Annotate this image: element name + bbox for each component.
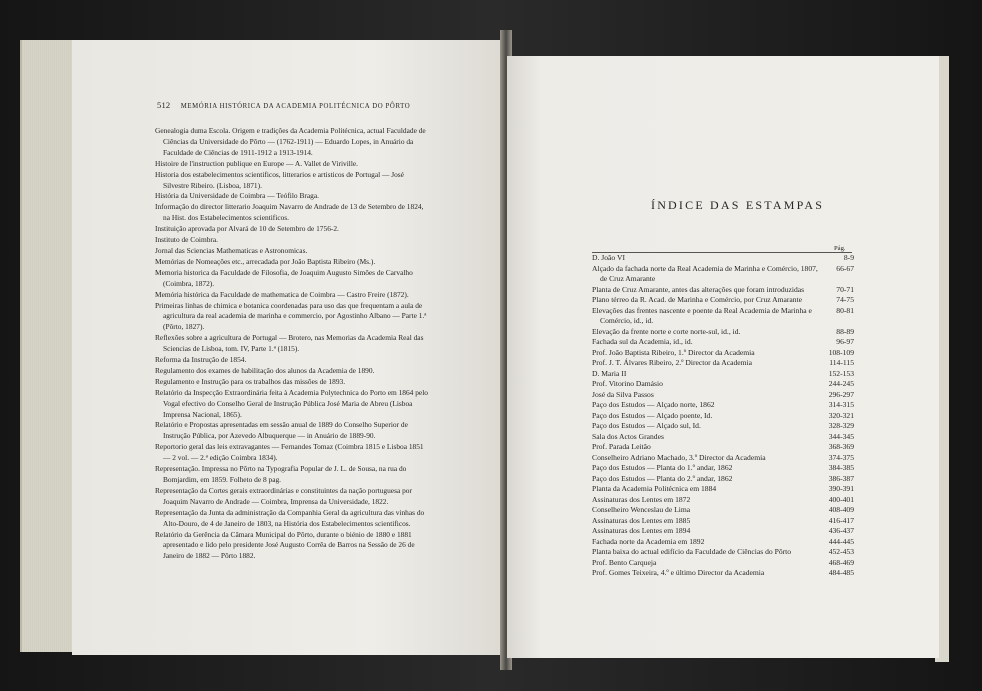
bibliography-entry: Representação. Impressa no Pôrto na Typografia Popular de J. L. de Sousa, na rua do Bomjardim, em 1859. Folheto de 8 pag.	[155, 464, 407, 484]
index-entry	[592, 432, 854, 443]
index-entry	[592, 463, 854, 474]
index-entry-title: Sala dos Actos Grandes	[592, 431, 664, 441]
index-entry-pages: 468-469	[828, 557, 854, 567]
index-entry-pages: 400-401	[828, 494, 854, 504]
index-entry-pages: 384-385	[828, 463, 854, 472]
index-entry-pages: 152-153	[828, 368, 854, 378]
bibliography-entry: Memória histórica da Faculdade de mathematica de Coimbra — Castro Freire (1872).	[155, 289, 409, 299]
index-entry	[592, 369, 854, 380]
index-entry-title: Fachada sul da Academia, id., id.	[592, 337, 693, 346]
index-entry-title: Elevações das frentes nascente e poente da Real Academia de Marinha e Comércio, id., id.	[592, 305, 812, 325]
index-entry-title: Prof. Gomes Teixeira, 4.º e último Director da Academia	[592, 568, 765, 577]
index-entry-pages: 80-81	[836, 305, 854, 315]
index-entry-pages: 452-453	[828, 547, 854, 556]
bibliography-entry: Jornal das Sciencias Mathematicas e Astronomicas.	[155, 245, 308, 255]
bibliography-entry: Representação da Junta da administração da Companhia Geral da agricultura das vinhas do Alto-Douro, de 4 de Janeiro de 1803, na História dos Estabelecimentos scientificos.	[155, 507, 425, 528]
bibliography-entry: Reflexões sobre a agricultura de Portugal — Brotero, nas Memorias da Academia Real das Sciencias de Lisboa, tom. IV, Parte 1.ª (1815).	[155, 333, 424, 354]
index-entry-pages: 88-89	[836, 326, 854, 336]
bibliography-entry: Historia dos estabelecimentos scientificos, litterarios e artisticos de Portugal — José Silvestre Ribeiro. (Lisboa, 1871).	[155, 169, 404, 190]
index-entry-pages: 320-321	[828, 410, 854, 420]
index-entry-pages: 244-245	[828, 379, 854, 388]
index-entry	[592, 348, 854, 359]
index-entry-pages: 368-369	[828, 442, 854, 451]
index-entry-title: Paço dos Estudos — Alçado sul, Id.	[592, 421, 701, 430]
index-entry	[592, 285, 854, 296]
bibliography-entry: História da Universidade de Coimbra — Teófilo Braga.	[155, 191, 319, 201]
index-entry-pages: 408-409	[828, 505, 854, 514]
index-entry	[592, 526, 854, 537]
index-entry-title: Plano térreo da R. Acad. de Marinha e Comércio, por Cruz Amarante	[592, 295, 803, 304]
bibliography-entry: Reportorio geral das leis extravagantes — Fernandes Tomaz (Coimbra 1815 e Lisboa 1851 — 2 vol. — 2.ª edição Coimbra 1834).	[155, 442, 424, 463]
index-entry-title: Prof. Vitorino Damásio	[592, 379, 663, 388]
bibliography-entry: Relatório e Propostas apresentadas em sessão anual de 1889 do Conselho Superior de Instrução Pública, por Azevedo Albuquerque — in Anuário de 1889-90.	[155, 420, 408, 441]
index-entry-title: Prof. Bento Carqueja	[592, 557, 657, 567]
bibliography-entry: Relatório da Inspecção Extraordinária feita à Academia Polytechnica do Porto em 1864 pelo Vogal efectivo do Conselho Geral de Instrução Pública José Maria de Abreu (Lisboa Imprensa Nacional, 1865).	[155, 387, 428, 419]
index-entry-title: Paço dos Estudos — Planta do 2.º andar, 1862	[592, 473, 733, 483]
index-entry-title: Prof. Parada Leitão	[592, 442, 651, 451]
pages-column-label: Pág.	[834, 245, 846, 252]
index-entry-pages: 74-75	[836, 295, 854, 304]
index-entry	[592, 547, 854, 558]
bibliography-entry: Relatório da Gerência da Câmara Municipal do Pôrto, durante o biénio de 1880 e 1881 apresentado e lido pelo presidente José Augusto Corrêa de Barros na Sessão de 26 de Janeiro de 1882 — Pôrto 1882.	[155, 529, 415, 561]
index-entry	[592, 358, 854, 369]
index-entry	[592, 474, 854, 485]
index-entry	[592, 390, 854, 401]
running-head-title: MEMÓRIA HISTÓRICA DA ACADEMIA POLITÉCNICA DO PÔRTO	[180, 103, 411, 110]
bibliography-entry: Reforma da Instrução de 1854.	[155, 355, 247, 365]
index-entry	[592, 453, 854, 464]
bibliography-entry: Histoire de l'instruction publique en Europe — A. Vallet de Viriville.	[155, 158, 358, 168]
index-entry-title: Paço dos Estudos — Alçado norte, 1862	[592, 400, 715, 409]
index-entry	[592, 253, 854, 264]
index-entry	[592, 411, 854, 422]
bibliography-entry: Primeiras linhas de chimica e botanica coordenadas para uso das que frequentam a aula de agricultura da real academia de marinha e commercio, por Agostinho Albano — Parte 1.ª (Pôrto, 1827).	[155, 300, 427, 332]
index-entry-title: Planta de Cruz Amarante, antes das alterações que foram introduzidas	[592, 284, 805, 294]
index-entry	[592, 558, 854, 569]
index-entry-title: Conselheiro Wenceslau de Lima	[592, 505, 691, 514]
index-entry	[592, 484, 854, 495]
bibliography-entry: Instituto de Coimbra.	[155, 235, 219, 245]
index-entry	[592, 264, 854, 285]
index-entry-pages: 314-315	[828, 400, 854, 409]
index-entry-pages: 436-437	[828, 526, 854, 535]
bibliography-entry: Instituição aprovada por Alvará de 10 de Setembro de 1756-2.	[155, 224, 339, 234]
bibliography-list	[155, 126, 430, 562]
index-entry	[592, 516, 854, 527]
index-entry-title: Fachada norte da Academia em 1892	[592, 536, 705, 546]
bibliography-entry: Regulamento e Instrução para os trabalhos das missões de 1893.	[155, 376, 346, 386]
index-entry-pages: 416-417	[828, 515, 854, 525]
index-entry-title: Assinaturas dos Lentes em 1894	[592, 526, 691, 535]
index-entry-title: Planta da Academia Politécnica em 1884	[592, 484, 717, 493]
index-entry	[592, 537, 854, 548]
index-entry	[592, 505, 854, 516]
index-entry	[592, 568, 854, 579]
index-entry-pages: 484-485	[828, 568, 854, 577]
index-entry-pages: 296-297	[828, 389, 854, 399]
index-entry-title: D. João VI	[592, 253, 625, 262]
index-entry-pages: 328-329	[828, 421, 854, 430]
index-entry-title: Paço dos Estudos — Planta do 1.º andar, 1862	[592, 463, 733, 472]
bibliography-entry: Representação da Cortes gerais extraordinárias e constituintes da nação portuguesa por Joaquim Navarro de Andrade — Coimbra, Imprensa da Universidade, 1822.	[155, 485, 412, 506]
index-entry	[592, 421, 854, 432]
index-entry	[592, 295, 854, 306]
index-entry-pages: 66-67	[836, 263, 854, 273]
page-number: 512	[157, 100, 171, 110]
index-entry-pages: 344-345	[828, 431, 854, 441]
index-entry-pages: 374-375	[828, 452, 854, 462]
left-page	[72, 40, 504, 655]
index-entry	[592, 306, 854, 327]
index-entry-title: Planta baixa do actual edifício da Faculdade de Ciências do Pôrto	[592, 547, 792, 556]
index-entry-pages: 8-9	[843, 253, 854, 262]
index-entry-title: Elevação da frente norte e corte norte-sul, id., id.	[592, 326, 741, 336]
index-entry-pages: 444-445	[828, 536, 854, 546]
bibliography-entry: Memoria historica da Faculdade de Filosofia, de Joaquim Augusto Simões de Carvalho (Coimbra, 1872).	[155, 267, 413, 288]
index-entry-title: D. Maria II	[592, 368, 627, 378]
bibliography-entry: Genealogia duma Escola. Origem e tradições da Academia Politécnica, actual Faculdade de Ciências da Universidade do Pôrto — (1762-1911) — Eduardo Lopes, in Anuário da Faculdade de Ciências de 1911-1912 a 1913-1914.	[155, 126, 426, 157]
index-entry	[592, 442, 854, 453]
index-entry-pages: 70-71	[836, 284, 854, 294]
bibliography-entry: Memórias de Nomeações etc., arrecadada por João Baptista Ribeiro (Ms.).	[155, 256, 376, 266]
index-entry	[592, 327, 854, 338]
index-entry-title: Alçado da fachada norte da Real Academia de Marinha e Comércio, 1807, de Cruz Amarante	[592, 263, 818, 283]
index-entry	[592, 495, 854, 506]
index-entry-pages: 386-387	[828, 473, 854, 483]
index-entry-pages: 108-109	[828, 347, 854, 357]
running-head	[157, 100, 410, 110]
index-entry	[592, 379, 854, 390]
index-entry-title: José da Silva Passos	[592, 389, 654, 399]
index-entry-pages: 114-115	[829, 358, 854, 367]
bibliography-entry: Informação do director litterario Joaquim Navarro de Andrade de 13 de Setembro de 1824, na Hist. dos Estabelecimentos scientificos.	[155, 202, 424, 223]
plates-index-list	[592, 253, 854, 579]
index-entry-title: Paço dos Estudos — Alçado poente, Id.	[592, 410, 713, 420]
index-entry-title: Assinaturas dos Lentes em 1872	[592, 494, 691, 504]
index-entry-title: Prof. J. T. Álvares Ribeiro, 2.º Director da Academia	[592, 358, 753, 367]
index-entry	[592, 337, 854, 348]
index-entry	[592, 400, 854, 411]
bibliography-entry: Regulamento dos exames de habilitação dos alunos da Academia de 1890.	[155, 365, 375, 375]
index-entry-title: Conselheiro Adriano Machado, 3.º Director da Academia	[592, 452, 766, 462]
index-title: ÍNDICE DAS ESTAMPAS	[651, 198, 825, 212]
right-page	[507, 56, 939, 658]
index-entry-title: Assinaturas dos Lentes em 1885	[592, 515, 691, 525]
index-entry-pages: 390-391	[828, 484, 854, 493]
index-entry-title: Prof. João Baptista Ribeiro, 1.º Director da Academia	[592, 347, 755, 357]
index-entry-pages: 96-97	[836, 337, 854, 346]
